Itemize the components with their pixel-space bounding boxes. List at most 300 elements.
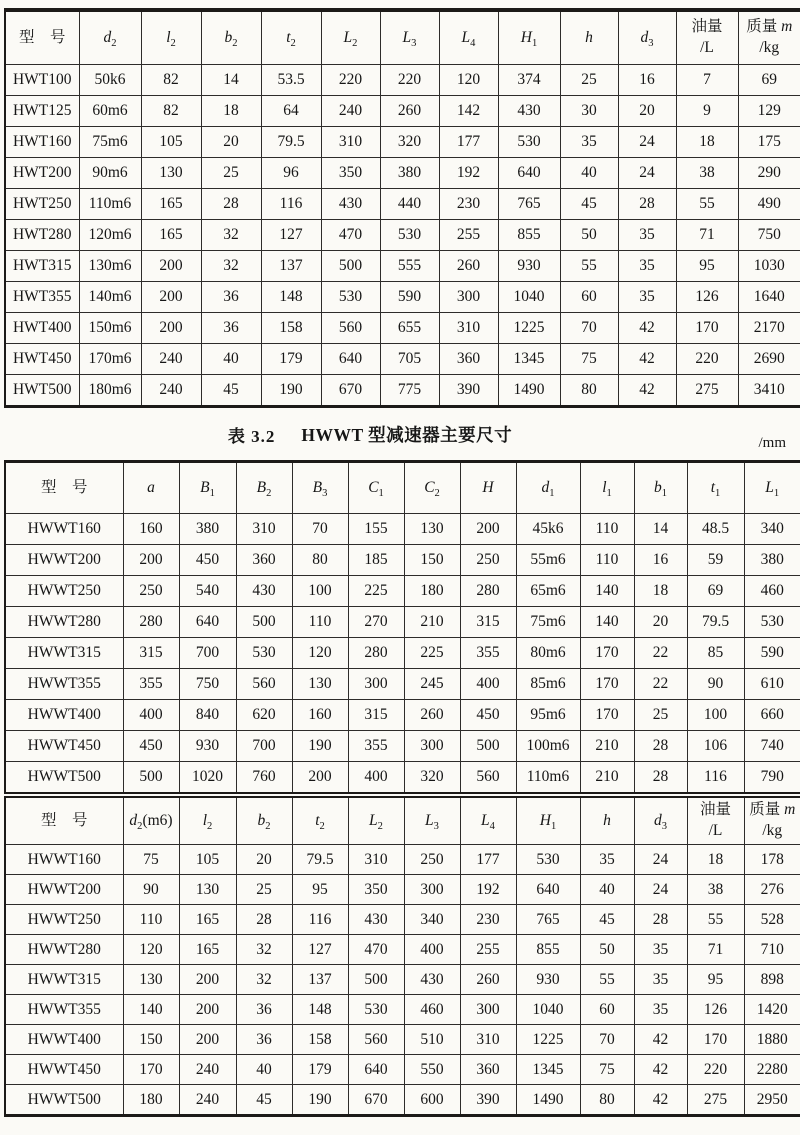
value-cell: 220 — [687, 1055, 744, 1085]
value-cell: 40 — [580, 875, 634, 905]
value-cell: 790 — [744, 762, 800, 794]
column-header: $l_1$ — [580, 462, 634, 514]
value-cell: 35 — [634, 935, 687, 965]
value-cell: 400 — [460, 669, 516, 700]
value-cell: 600 — [404, 1085, 460, 1116]
value-cell: 36 — [236, 1025, 292, 1055]
value-cell: 670 — [348, 1085, 404, 1116]
value-cell: 315 — [460, 607, 516, 638]
model-cell: HWT500 — [5, 375, 79, 407]
value-cell: 225 — [348, 576, 404, 607]
value-cell: 36 — [201, 313, 261, 344]
value-cell: 158 — [261, 313, 321, 344]
model-cell: HWT100 — [5, 65, 79, 96]
value-cell: 178 — [744, 845, 800, 875]
value-cell: 180 — [404, 576, 460, 607]
value-cell: 1040 — [516, 995, 580, 1025]
table-row — [5, 375, 800, 407]
value-cell: 1345 — [498, 344, 560, 375]
value-cell: 540 — [179, 576, 236, 607]
value-cell: 42 — [634, 1055, 687, 1085]
value-cell: 290 — [738, 158, 800, 189]
value-cell: 18 — [634, 576, 687, 607]
value-cell: 42 — [618, 375, 676, 407]
value-cell: 150 — [123, 1025, 179, 1055]
value-cell: 45 — [560, 189, 618, 220]
model-cell: HWWT160 — [5, 514, 123, 545]
value-cell: 460 — [744, 576, 800, 607]
column-header: $H_1$ — [498, 10, 560, 65]
value-cell: 315 — [123, 638, 179, 669]
column-header: 质量 m /kg — [738, 10, 800, 65]
table-row — [5, 762, 800, 794]
value-cell: 192 — [439, 158, 498, 189]
value-cell: 32 — [201, 220, 261, 251]
value-cell: 130 — [141, 158, 201, 189]
value-cell: 1225 — [498, 313, 560, 344]
value-cell: 42 — [634, 1085, 687, 1116]
value-cell: 90 — [123, 875, 179, 905]
value-cell: 315 — [348, 700, 404, 731]
value-cell: 1490 — [498, 375, 560, 407]
value-cell: 350 — [321, 158, 380, 189]
value-cell: 40 — [201, 344, 261, 375]
value-cell: 80 — [580, 1085, 634, 1116]
value-cell: 530 — [744, 607, 800, 638]
value-cell: 35 — [618, 282, 676, 313]
value-cell: 374 — [498, 65, 560, 96]
value-cell: 200 — [141, 251, 201, 282]
value-cell: 300 — [404, 731, 460, 762]
value-cell: 210 — [404, 607, 460, 638]
value-cell: 300 — [460, 995, 516, 1025]
value-cell: 250 — [460, 545, 516, 576]
value-cell: 100m6 — [516, 731, 580, 762]
value-cell: 260 — [460, 965, 516, 995]
model-cell: HWWT250 — [5, 576, 123, 607]
column-header: $C_2$ — [404, 462, 460, 514]
value-cell: 16 — [618, 65, 676, 96]
value-cell: 400 — [123, 700, 179, 731]
value-cell: 700 — [179, 638, 236, 669]
value-cell: 200 — [123, 545, 179, 576]
value-cell: 560 — [348, 1025, 404, 1055]
value-cell: 14 — [634, 514, 687, 545]
value-cell: 95m6 — [516, 700, 580, 731]
table-row — [5, 282, 800, 313]
value-cell: 855 — [498, 220, 560, 251]
value-cell: 142 — [439, 96, 498, 127]
value-cell: 840 — [179, 700, 236, 731]
value-cell: 255 — [439, 220, 498, 251]
value-cell: 71 — [676, 220, 738, 251]
column-header: $b_2$ — [201, 10, 261, 65]
value-cell: 1225 — [516, 1025, 580, 1055]
header-row — [5, 10, 800, 65]
table-row — [5, 905, 800, 935]
model-cell: HWT400 — [5, 313, 79, 344]
table-row — [5, 731, 800, 762]
value-cell: 765 — [516, 905, 580, 935]
value-cell: 60 — [580, 995, 634, 1025]
value-cell: 24 — [634, 845, 687, 875]
value-cell: 240 — [179, 1085, 236, 1116]
value-cell: 79.5 — [687, 607, 744, 638]
value-cell: 25 — [201, 158, 261, 189]
value-cell: 310 — [439, 313, 498, 344]
value-cell: 28 — [634, 762, 687, 794]
value-cell: 50 — [560, 220, 618, 251]
value-cell: 42 — [618, 344, 676, 375]
value-cell: 110 — [123, 905, 179, 935]
model-cell: HWWT450 — [5, 1055, 123, 1085]
model-cell: HWWT160 — [5, 845, 123, 875]
value-cell: 45k6 — [516, 514, 580, 545]
value-cell: 275 — [676, 375, 738, 407]
table-row — [5, 1025, 800, 1055]
value-cell: 640 — [516, 875, 580, 905]
value-cell: 116 — [292, 905, 348, 935]
model-cell: HWT160 — [5, 127, 79, 158]
value-cell: 530 — [348, 995, 404, 1025]
model-cell: HWWT200 — [5, 875, 123, 905]
value-cell: 59 — [687, 545, 744, 576]
value-cell: 470 — [321, 220, 380, 251]
value-cell: 32 — [201, 251, 261, 282]
value-cell: 775 — [380, 375, 439, 407]
value-cell: 1490 — [516, 1085, 580, 1116]
value-cell: 300 — [348, 669, 404, 700]
model-cell: HWT355 — [5, 282, 79, 313]
value-cell: 1880 — [744, 1025, 800, 1055]
table-row — [5, 576, 800, 607]
value-cell: 1420 — [744, 995, 800, 1025]
value-cell: 20 — [201, 127, 261, 158]
table-title: HWWT 型减速器主要尺寸 — [301, 424, 513, 445]
value-cell: 170 — [676, 313, 738, 344]
value-cell: 130 — [404, 514, 460, 545]
value-cell: 1640 — [738, 282, 800, 313]
model-cell: HWWT315 — [5, 638, 123, 669]
value-cell: 42 — [618, 313, 676, 344]
value-cell: 340 — [404, 905, 460, 935]
table-row — [5, 96, 800, 127]
model-cell: HWWT450 — [5, 731, 123, 762]
value-cell: 35 — [618, 220, 676, 251]
value-cell: 24 — [618, 127, 676, 158]
value-cell: 28 — [618, 189, 676, 220]
value-cell: 640 — [498, 158, 560, 189]
column-header: $L_1$ — [744, 462, 800, 514]
value-cell: 250 — [404, 845, 460, 875]
value-cell: 22 — [634, 669, 687, 700]
value-cell: 280 — [348, 638, 404, 669]
unit-label: /mm — [758, 435, 786, 451]
column-header: $b_2$ — [236, 797, 292, 845]
table-row — [5, 995, 800, 1025]
value-cell: 590 — [380, 282, 439, 313]
value-cell: 300 — [439, 282, 498, 313]
value-cell: 85 — [687, 638, 744, 669]
value-cell: 25 — [634, 700, 687, 731]
value-cell: 160 — [123, 514, 179, 545]
value-cell: 30 — [560, 96, 618, 127]
value-cell: 470 — [348, 935, 404, 965]
value-cell: 179 — [292, 1055, 348, 1085]
value-cell: 90 — [687, 669, 744, 700]
value-cell: 110m6 — [79, 189, 141, 220]
value-cell: 137 — [292, 965, 348, 995]
column-header: 型 号 — [5, 797, 123, 845]
value-cell: 510 — [404, 1025, 460, 1055]
value-cell: 380 — [179, 514, 236, 545]
value-cell: 20 — [618, 96, 676, 127]
value-cell: 165 — [141, 220, 201, 251]
value-cell: 560 — [321, 313, 380, 344]
model-cell: HWWT400 — [5, 1025, 123, 1055]
value-cell: 360 — [439, 344, 498, 375]
table-row — [5, 251, 800, 282]
value-cell: 28 — [634, 731, 687, 762]
value-cell: 340 — [744, 514, 800, 545]
value-cell: 116 — [261, 189, 321, 220]
value-cell: 350 — [348, 875, 404, 905]
value-cell: 210 — [580, 731, 634, 762]
value-cell: 82 — [141, 65, 201, 96]
value-cell: 64 — [261, 96, 321, 127]
hwwt-dimensions-table-part1 — [4, 460, 800, 794]
value-cell: 355 — [460, 638, 516, 669]
value-cell: 190 — [292, 731, 348, 762]
value-cell: 105 — [141, 127, 201, 158]
value-cell: 130 — [123, 965, 179, 995]
value-cell: 260 — [439, 251, 498, 282]
model-cell: HWWT280 — [5, 607, 123, 638]
value-cell: 550 — [404, 1055, 460, 1085]
value-cell: 80 — [560, 375, 618, 407]
value-cell: 930 — [516, 965, 580, 995]
column-header: $l_2$ — [141, 10, 201, 65]
value-cell: 120 — [292, 638, 348, 669]
column-header: 油量 /L — [676, 10, 738, 65]
value-cell: 560 — [236, 669, 292, 700]
value-cell: 28 — [634, 905, 687, 935]
value-cell: 130 — [179, 875, 236, 905]
value-cell: 225 — [404, 638, 460, 669]
column-header: $d_3$ — [634, 797, 687, 845]
value-cell: 80m6 — [516, 638, 580, 669]
value-cell: 180 — [123, 1085, 179, 1116]
value-cell: 95 — [292, 875, 348, 905]
value-cell: 126 — [676, 282, 738, 313]
value-cell: 170m6 — [79, 344, 141, 375]
value-cell: 855 — [516, 935, 580, 965]
value-cell: 530 — [516, 845, 580, 875]
value-cell: 69 — [687, 576, 744, 607]
table-row — [5, 700, 800, 731]
hwwt-dimensions-table-part2 — [4, 796, 800, 1117]
value-cell: 127 — [292, 935, 348, 965]
value-cell: 390 — [439, 375, 498, 407]
value-cell: 700 — [236, 731, 292, 762]
value-cell: 220 — [321, 65, 380, 96]
model-cell: HWWT315 — [5, 965, 123, 995]
value-cell: 3410 — [738, 375, 800, 407]
value-cell: 70 — [580, 1025, 634, 1055]
value-cell: 255 — [460, 935, 516, 965]
value-cell: 2950 — [744, 1085, 800, 1116]
value-cell: 14 — [201, 65, 261, 96]
model-cell: HWWT355 — [5, 995, 123, 1025]
value-cell: 355 — [123, 669, 179, 700]
value-cell: 560 — [460, 762, 516, 794]
value-cell: 360 — [460, 1055, 516, 1085]
header-row — [5, 797, 800, 845]
value-cell: 590 — [744, 638, 800, 669]
column-header: $B_2$ — [236, 462, 292, 514]
table-number: 表 3.2 — [227, 426, 276, 446]
value-cell: 110 — [580, 545, 634, 576]
value-cell: 260 — [380, 96, 439, 127]
value-cell: 175 — [738, 127, 800, 158]
value-cell: 530 — [498, 127, 560, 158]
column-header: $L_4$ — [460, 797, 516, 845]
value-cell: 50 — [580, 935, 634, 965]
value-cell: 160 — [292, 700, 348, 731]
value-cell: 158 — [292, 1025, 348, 1055]
value-cell: 380 — [744, 545, 800, 576]
model-cell: HWWT250 — [5, 905, 123, 935]
value-cell: 530 — [380, 220, 439, 251]
value-cell: 9 — [676, 96, 738, 127]
value-cell: 320 — [380, 127, 439, 158]
value-cell: 2690 — [738, 344, 800, 375]
value-cell: 760 — [236, 762, 292, 794]
value-cell: 240 — [321, 96, 380, 127]
value-cell: 530 — [321, 282, 380, 313]
value-cell: 500 — [348, 965, 404, 995]
value-cell: 705 — [380, 344, 439, 375]
value-cell: 250 — [123, 576, 179, 607]
column-header: $d_3$ — [618, 10, 676, 65]
column-header: $d_2(m6)$ — [123, 797, 179, 845]
model-cell: HWWT355 — [5, 669, 123, 700]
value-cell: 79.5 — [261, 127, 321, 158]
value-cell: 155 — [348, 514, 404, 545]
value-cell: 150 — [404, 545, 460, 576]
value-cell: 55 — [676, 189, 738, 220]
value-cell: 60 — [560, 282, 618, 313]
value-cell: 20 — [634, 607, 687, 638]
value-cell: 7 — [676, 65, 738, 96]
value-cell: 140 — [580, 607, 634, 638]
value-cell: 190 — [261, 375, 321, 407]
value-cell: 200 — [141, 282, 201, 313]
value-cell: 300 — [404, 875, 460, 905]
value-cell: 200 — [460, 514, 516, 545]
column-header: $d_2$ — [79, 10, 141, 65]
value-cell: 70 — [292, 514, 348, 545]
value-cell: 55 — [687, 905, 744, 935]
value-cell: 165 — [179, 935, 236, 965]
value-cell: 2280 — [744, 1055, 800, 1085]
value-cell: 450 — [179, 545, 236, 576]
value-cell: 190 — [292, 1085, 348, 1116]
value-cell: 240 — [141, 375, 201, 407]
table-row — [5, 158, 800, 189]
value-cell: 450 — [123, 731, 179, 762]
value-cell: 200 — [141, 313, 201, 344]
value-cell: 130m6 — [79, 251, 141, 282]
value-cell: 230 — [439, 189, 498, 220]
column-header: $L_3$ — [404, 797, 460, 845]
column-header: $l_2$ — [179, 797, 236, 845]
value-cell: 80 — [292, 545, 348, 576]
value-cell: 45 — [236, 1085, 292, 1116]
value-cell: 36 — [236, 995, 292, 1025]
model-cell: HWT250 — [5, 189, 79, 220]
table-row — [5, 545, 800, 576]
table-row — [5, 344, 800, 375]
value-cell: 2170 — [738, 313, 800, 344]
value-cell: 245 — [404, 669, 460, 700]
model-cell: HWWT280 — [5, 935, 123, 965]
column-header: H — [460, 462, 516, 514]
value-cell: 177 — [439, 127, 498, 158]
value-cell: 75 — [560, 344, 618, 375]
value-cell: 1345 — [516, 1055, 580, 1085]
column-header: $L_3$ — [380, 10, 439, 65]
value-cell: 430 — [498, 96, 560, 127]
table-row — [5, 220, 800, 251]
value-cell: 55 — [580, 965, 634, 995]
value-cell: 220 — [676, 344, 738, 375]
value-cell: 270 — [348, 607, 404, 638]
value-cell: 126 — [687, 995, 744, 1025]
value-cell: 1040 — [498, 282, 560, 313]
column-header: $H_1$ — [516, 797, 580, 845]
value-cell: 555 — [380, 251, 439, 282]
value-cell: 740 — [744, 731, 800, 762]
value-cell: 490 — [738, 189, 800, 220]
column-header: $B_1$ — [179, 462, 236, 514]
value-cell: 140 — [123, 995, 179, 1025]
value-cell: 60m6 — [79, 96, 141, 127]
model-cell: HWT315 — [5, 251, 79, 282]
value-cell: 32 — [236, 965, 292, 995]
value-cell: 16 — [634, 545, 687, 576]
table-row — [5, 1055, 800, 1085]
value-cell: 75 — [123, 845, 179, 875]
model-cell: HWT450 — [5, 344, 79, 375]
value-cell: 79.5 — [292, 845, 348, 875]
column-header: 油量 /L — [687, 797, 744, 845]
value-cell: 310 — [348, 845, 404, 875]
header-row — [5, 462, 800, 514]
value-cell: 430 — [236, 576, 292, 607]
value-cell: 129 — [738, 96, 800, 127]
value-cell: 390 — [460, 1085, 516, 1116]
value-cell: 165 — [179, 905, 236, 935]
value-cell: 640 — [321, 344, 380, 375]
value-cell: 65m6 — [516, 576, 580, 607]
value-cell: 35 — [618, 251, 676, 282]
value-cell: 750 — [738, 220, 800, 251]
value-cell: 170 — [580, 700, 634, 731]
value-cell: 110 — [580, 514, 634, 545]
value-cell: 24 — [634, 875, 687, 905]
value-cell: 355 — [348, 731, 404, 762]
